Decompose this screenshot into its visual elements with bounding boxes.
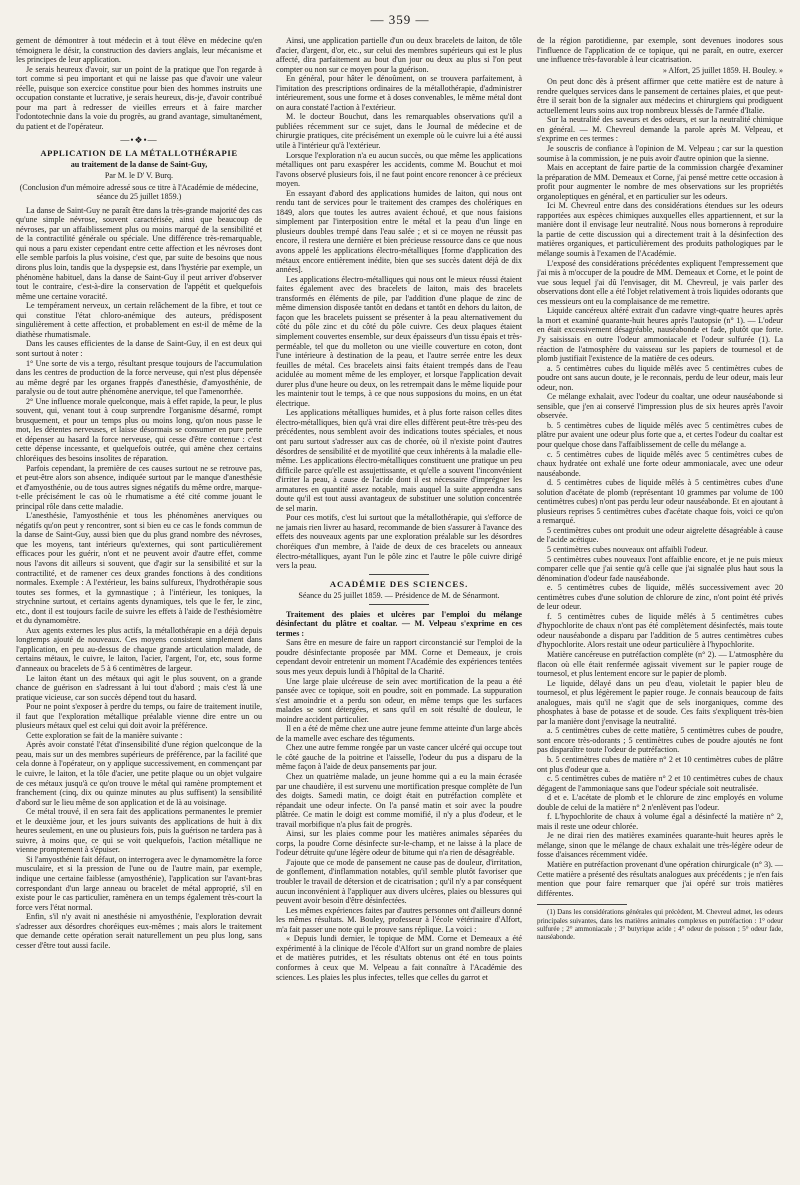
paragraph: Lorsque l'exploration n'a eu aucun succès, ou que même les applications métalliques ont paru exaspérer les accidents, comme M. Bouchut et moi l'avons observé plusieurs fois, il ne faut point encore renoncer à ce précieux moyen.	[276, 150, 522, 189]
paragraph: c. 5 centimètres cubes de matière n° 2 et 10 centimètres cubes de chaux dégagent de l'ammoniaque sans que l'odeur spéciale soit neutralisée.	[537, 774, 783, 793]
paragraph: Cette exploration se fait de la manière suivante :	[26, 730, 183, 740]
paragraph: 5 centimètres cubes nouveaux l'ont affaiblie encore, et je ne puis mieux comparer celle que j'ai sentie qu'à celle que j'ai signalée plus haut sous la dénomination d'odeur fade nauséabonde.	[537, 554, 783, 583]
paragraph: Mais en acceptant de faire partie de la commission chargée d'examiner la préparation de MM. Demeaux et Corne, j'ai pensé mettre cette occasion à profit pour augmenter le nombre de mes observations sur les propriétés organoleptiques en général, et en particulier sur les odeurs.	[537, 163, 783, 201]
paragraph: Le laiton étant un des métaux qui agit le plus souvent, on a grande chance de guérison en s'adressant à lui tout d'abord ; mais c'est là une pratique vicieuse, car son succès dépend tout du hasard.	[16, 673, 262, 702]
paragraph: Aux agents externes les plus actifs, la métallothérapie en a déjà depuis longtemps ajouté de nouveaux. Ces moyens consistent simplement dans l'application, en peu au-dessus de chaque grande articulation malade, de certains métaux, le cuivre, le laiton, l'acier, l'argent, l'or, etc, sous forme d'anneaux ou bracelets de 5 à 6 centimètres de largeur.	[16, 625, 262, 673]
paragraph: Sans être en mesure de faire un rapport circonstancié sur l'emploi de la poudre désinfectante proposée par MM. Corne et Demeaux, je crois cependant devoir entretenir un moment l'Académie des expériences tentées sous mes yeux depuis lundi à l'hôpital de la Charité.	[276, 638, 522, 676]
paragraph: Matière en putréfaction provenant d'une opération chirurgicale (n° 3). — Cette matière a présenté des résultats analogues aux précédents ; je n'en fais mention que pour faire remarquer que j'ai opéré sur trois matières différentes.	[537, 860, 783, 898]
paragraph: Pour ne point s'exposer à perdre du temps, ou faire de traitement inutile, il faut que l'exploration métallique préalable vienne dire entre un ou plusieurs métaux quel est celui qui doit avoir la préférence.	[16, 702, 262, 731]
article-continuation	[276, 36, 522, 571]
paragraph: La danse de Saint-Guy ne paraît être dans la très-grande majorité des cas qu'une simple névrose, souvent caractérisée, ainsi que beaucoup de névroses, par un affaiblissement plus ou moins marqué de la sensibilité et de la contractilité générale ou spéciale. Une différence très-remarquable, qui nous a paru exister cependant entre cette affection et les névroses dont elle semble parfois la plus voisine, c'est que, par suite de besoins que nous dirons plus loin, tandis que la dyspepsie est, dans l'hystérie par exemple, un phénomène habituel, dans la danse de Saint-Guy il peut arriver d'observer tout le contraire, c'est-à-dire la conservation de l'appétit et quelquefois même une certaine voracité.	[16, 205, 262, 301]
section-title: ACADÉMIE DES SCIENCES.	[329, 578, 469, 589]
article-subtitle: au traitement de la danse de Saint-Guy,	[70, 159, 208, 169]
paragraph: d. 5 centimètres cubes de liquide mêlés à 5 centimètres cubes d'une solution d'acétate de plomb (représentant 10 grammes par volume de 100 centimètres cubes) n'ont pas perdu leur odeur nauséabonde. Et en ajoutant à plusieurs reprises 5 centimètres cubes d'acétate chaque fois, voici ce qu'on a remarqué.	[537, 478, 783, 526]
paragraph: Je souscris de confiance à l'opinion de M. Velpeau ; car sur la question soumise à la commission, je ne puis avoir d'autre opinion que la sienne.	[537, 144, 783, 163]
paragraph: Je ne dirai rien des matières examinées quarante-huit heures après le mélange, sinon que le mélange de chaux exhalait une très-légère odeur de fosse d'aisances récemment vidée.	[537, 831, 783, 860]
paragraph: Ce mélange exhalait, avec l'odeur du coaltar, une odeur nauséabonde si sensible, que j'en ai conservé l'impression plus de six heures après l'avoir observée.	[537, 392, 783, 421]
paragraph: Matière cancéreuse en putréfaction complète (n° 2). — L'atmosphère du flacon où elle était renfermée agissait vivement sur le papier rouge de tournesol, et plus lentement encore sur le papier de plomb.	[537, 650, 783, 679]
paragraph: En essayant d'abord des applications humides de laiton, qui nous ont rendu tant de services pour le traitement des crampes des cholériques en 1849, alors que toutes les autres avaient échoué, et que nous faisions simplement par l'interposition entre le métal et la peau d'un linge en plusieurs doubles trempé dans l'eau salée ; et si ce moyen ne réussit pas encore, il restera une dernière et bien précieuse ressource dans ce que nous avons appelé les applications électro-métalliques [forme d'application des métaux encore entièrement inédite, bien que ses succès datent déjà de dix années].	[276, 188, 522, 275]
paragraph: 5 centimètres cubes nouveaux ont affaibli l'odeur.	[547, 544, 708, 554]
paragraph: « Depuis lundi dernier, le topique de MM. Corne et Demeaux a été expérimenté à la clinique de l'école d'Alfort sur un grand nombre de plaies et de matières putrides, et les résultats obtenus ont été en tous points conformes à ceux que M. Velpeau a fait connaître à l'Académie des sciences. Les plaies les plus infectes, telles que celles du garrot et	[276, 934, 522, 982]
paragraph: Après avoir constaté l'état d'insensibilité d'une région quelconque de la peau, mais sur un des membres supérieurs de préférence, par la facilité que cela donne à l'opérateur, on y applique successivement, en commençant par le cuivre, le laiton, et la tôle d'acier, une petite plaque ou un objet vulgaire de ces métaux jusqu'à ce qu'on trouve le métal qui ramène promptement et franchement (cinq, dix ou quinze minutes au plus suffisent) la sensibilité d'abord sur le lieu même de son application et de là au voisinage.	[16, 740, 262, 807]
article-body	[16, 206, 262, 951]
paragraph: Les applications métalliques humides, et à plus forte raison celles dites électro-métalliques, bien qu'à vrai dire elles diffèrent peut-être très-peu des précédentes, nous semblent avoir des indications toutes spéciales, et nous ont paru surtout s'adresser aux cas de chorée, où il n'existe point d'autres désordres de sensibilité et de myotilité que ceux inhérents à la maladie elle-même. Les applications électro-métalliques constituent une pratique un peu difficile parce qu'elle est assujettissante, et qu'elle a souvent l'inconvénient d'irriter la peau, à cause de l'acide dont il est nécessaire d'imprégner les armatures en quantité assez notable, mais auquel la suite apprendra sans doute qu'il est tout aussi avantageux de substituer une solution concentrée de sel marin.	[276, 408, 522, 513]
paragraph: Chez un quatrième malade, un jeune homme qui a eu la main écrasée par une chaudière, il est survenu une mortification presque complète de l'un des doigts. Samedi matin, ce doigt était en putréfaction complète et répandait une odeur infecte. On l'a pansé matin et soir avec la poudre plâtrée. Ce matin le doigt est comme momifié, il n'y a plus d'odeur, et le travail morbifique n'a plus fait de progrès.	[276, 772, 522, 829]
paragraph: Une large plaie ulcéreuse de sein avec mortification de la peau a été pansée avec ce topique, soit en poudre, soit en pommade. La suppuration s'est amoindrie et a perdu son odeur, en même temps que les surfaces malades se sont détergées, et sans qu'il en soit résulté de douleur, le moindre accident particulier.	[276, 676, 522, 724]
signature-line: » Alfort, 25 juillet 1859. H. Bouley. »	[662, 65, 783, 75]
footnote: (1) Dans les considérations générales qui précèdent, M. Chevreul admet, les odeurs principales suivantes, dans les matières animales complexes en putréfaction : 1° odeur sulfurée ; 2° ammoniacale ; 3° butyrique acide ; 4° odeur de poisson ; 5° odeur fade, nauséabonde.	[537, 908, 783, 942]
paragraph: M. le docteur Bouchut, dans les remarquables observations qu'il a publiées récemment sur ce sujet, dans le Journal de médecine et de chirurgie pratiques, cite précisément un exemple où le cuivre lui a été aussi utile à l'intérieur qu'à l'extérieur.	[276, 112, 522, 151]
paragraph: a. 5 centimètres cubes du liquide mêlés avec 5 centimètres cubes de poudre ont sans aucun doute, je le reconnais, perdu de leur odeur, mais leur odeur, non.	[537, 363, 783, 392]
paragraph: J'ajoute que ce mode de pansement ne cause pas de douleur, d'irritation, de gonflement, d'inflammation notables, qu'il semble plutôt favoriser que troubler le travail de détersion et de cicatrisation ; qu'il n'y a par conséquent aucun inconvénient à l'appliquer aux divers ulcères, plaies ou blessures qui peuvent avoir besoin d'être désinfectées.	[276, 857, 522, 906]
paragraph: Le liquide, délayé dans un peu d'eau, violetait le papier bleu de tournesol, et plus légèrement le papier rouge. Je connais beaucoup de faits analogues, mais qu'il ne s'agit que de sels inorganiques, comme des phosphates à base de potasse et de soude. Ces faits s'expliquent très-bien par la manière dont j'envisage la neutralité.	[537, 678, 783, 726]
paragraph: Il en a été de même chez une autre jeune femme atteinte d'un large abcès de la mamelle avec eschare des téguments.	[276, 724, 522, 743]
paragraph: de la région parotidienne, par exemple, sont devenues inodores sous l'influence de l'application de ce topique, qui ne paraît, en outre, exercer une influence très-favorable à leur cicatrisation.	[537, 36, 783, 65]
article-note: (Conclusion d'un mémoire adressé sous ce titre à l'Académie de médecine, séance du 25 juillet 1859.)	[19, 182, 259, 202]
paragraph: Les applications électro-métalliques qui nous ont le mieux réussi étaient faites également avec des bracelets de laiton, mais des bracelets transformés en éléments de pile, par l'addition d'une plaque de zinc de même dimension disposée tantôt en dedans et tantôt en dehors du laiton, de façon que les bracelets puissent se présenter à la peau alternativement du côté du pôle zinc et du côté du pôle cuivre. Ces deux plaques étaient simplement couvertes ensemble, sur deux épaisseurs d'un tissu épais et très-perméable, tel que du molleton ou une vieille couverture en coton, dont l'une intérieure à destination de la peau, et l'autre serrée entre les deux feuilles de métal. Ces bracelets ainsi faits étaient trempés dans de l'eau acidulée au moment même de les employer, et lorsque l'application devait durer plus d'une heure ou deux, on les retrempait dans le même liquide pour les maintenir tout le temps, à ce que nous supposions du moins, en un état électrique.	[276, 274, 522, 408]
paragraph: Dans les causes efficientes de la danse de Saint-Guy, il en est deux qui sont surtout à noter :	[16, 339, 262, 358]
paragraph: Ainsi, sur les plaies comme pour les matières animales séparées du corps, la poudre Corne désinfecte sur-le-champ, et ne laisse à la place de l'odeur détruite qu'une légère odeur de bitume qui n'a rien de désagréable.	[276, 829, 522, 858]
paragraph: Parfois cependant, la première de ces causes surtout ne se retrouve pas, et peut-être alors son absence, indiquée surtout par le manque d'anesthésie et d'amyosthénie, ou de tous autres signes négatifs du même ordre, marque-t-elle précisément le cas où le rhumatisme a été cité comme jouant le principal rôle dans cette maladie.	[16, 463, 262, 511]
divider	[369, 574, 429, 575]
paragraph: On peut donc dès à présent affirmer que cette matière est de nature à rendre quelques services dans le pansement de certaines plaies, et que peut-être il serait bon de la signaler aux médecins et chirurgiens qui prodiguent actuellement leurs soins aux trop nombreux blessés de l'armée d'Italie.	[537, 77, 783, 115]
paragraph: e. 5 centimètres cubes de liquide, mêlés successivement avec 20 centimètres cubes d'une solution de chlorure de zinc, n'ont point été privés de leur odeur.	[537, 583, 783, 612]
paragraph: c. 5 centimètres cubes de liquide mêlés avec 5 centimètres cubes de chaux hydratée ont exhalé une forte odeur ammoniacale, avec une odeur nauséabonde.	[537, 449, 783, 478]
ornament-separator: —•❖•—	[120, 135, 158, 146]
right-column	[537, 36, 783, 1181]
session-line: Séance du 25 juillet 1859. — Présidence de M. de Sénarmont.	[298, 591, 500, 601]
paragraph: b. 5 centimètres cubes de liquide mêlés avec 5 centimètres cubes de plâtre pur avaient une odeur plus forte que a, et certes l'odeur du coaltar est pour quelque chose dans l'affaiblissement de celle du mélange a.	[537, 420, 783, 449]
paragraph: Sur la neutralité des saveurs et des odeurs, et sur la neutralité chimique en général. — M. Chevreul demande la parole après M. Velpeau, et s'exprime en ces termes :	[537, 115, 783, 144]
paragraph: Enfin, s'il n'y avait ni anesthésie ni amyosthénie, l'exploration devrait s'adresser aux désordres choréiques eux-mêmes ; mais alors le traitement que demande cette opération serait naturellement un peu plus long, sans cesser d'être tout aussi facile.	[16, 912, 262, 950]
paragraph: f. 5 centimètres cubes de liquide mêlés à 5 centimètres cubes d'hypochlorite de chaux n'ont pas été complètement désinfectés, mais toute odeur nauséabonde a disparu par l'addition de 5 autres centimètres cubes d'hypochlorite. Alors restait une odeur particulière à l'hypochlorite.	[537, 611, 783, 650]
article-title: APPLICATION DE LA MÉTALLOTHÉRAPIE	[40, 148, 238, 159]
paragraph: 2° Une influence morale quelconque, mais à effet rapide, la peur, le plus souvent, qui, venant tout à coup surprendre l'organisme désarmé, rompt brusquement, et pour un temps plus ou moins long, qu'on nous passe le mot, les détentes nerveuses, et laisse désormais se consumer en pure perte et dépenser au hasard la force nerveuse, qui cesse d'être contenue : c'est cette dépense incessante, et quelquefois outrée, qui amène chez certains chloréiques des besoins insolites de réparation.	[16, 396, 262, 463]
paragraph: L'anesthésie, l'amyosthénie et tous les phénomènes anerviques ou négatifs qu'on peut y rencontrer, sont si bien eu ce cas le fonds commun de la danse de Saint-Guy, aussi bien que du plus grand nombre des névroses, que les moyens, tant intérieurs qu'externes, qui sont particulièrement efficaces pour les guérir, n'ont et ne peuvent avoir d'autre effet, comme nous l'avons dit ailleurs si souvent, que d'agir sur la sensibilité et sur la contractilité, et de ramener ces deux grandes fonctions à des conditions normales. Exemple : A l'extérieur, les bains sulfureux, l'hydrothérapie sous toutes ses formes, et la gymnastique ; à l'intérieur, les toniques, la strychnine surtout, et certains agents dynamiques, tels que le fer, le zinc, etc., dont il est toujours facile de suivre les effets à l'aide de l'esthésiomètre et du dynamomètre.	[16, 511, 262, 626]
paragraph: gement de démontrer à tout médecin et à tout élève en médecine qu'en témoignera le désir, la construction des daviers anglais, leur mécanisme et les principes de leur application.	[16, 36, 262, 65]
section-body	[537, 77, 783, 898]
paragraph: Liquide cancéreux altéré extrait d'un cadavre vingt-quatre heures après la mort et examiné quarante-huit heures après l'autopsie (n° 1). — L'odeur en était excessivement désagréable, nauséabonde et fade, plutôt que forte. J'y saisissais en outre l'odeur ammoniacale et l'odeur sulfurée (1). La réaction de l'atmosphère du vaisseau sur les papiers de tournesol et de plomb justifiait l'existence de la matière de ces odeurs.	[537, 306, 783, 364]
paragraph: Je serais heureux d'avoir, sur un point de la pratique que l'on regarde à tort comme si peu important et qui ne laisse pas que d'avoir une valeur réelle, puisque son exercice constitue pour bien des hommes instruits une occupation constante et lucrative, je serais heureux, dis-je, d'avoir contribué pour ma part à redresser de vieilles erreurs et à faire marcher l'odontotechnie dans la voie du progrès, au grand avantage, simultanément, du patient et de l'opérateur.	[16, 64, 262, 131]
divider	[369, 604, 429, 605]
paragraph: Ainsi, une application partielle d'un ou deux bracelets de laiton, de tôle d'acier, d'argent, d'or, etc., sur celui des membres supérieurs qui est le plus affecté, dira parfaitement au bout d'un jour ou deux au plus si l'on peut compter ou non sur ce moyen pour la guérison.	[276, 36, 522, 74]
paragraph: Ce métal trouvé, il en sera fait des applications permanentes le premier et le deuxième jour, et les jours suivants des applications de huit à dix heures seulement, en une ou plusieurs fois, puis la guérison ne tardera pas à suivre, à moins que, ce qui se voit quelquefois, l'action métallique ne vienne promptement à s'épuiser.	[16, 807, 262, 855]
paragraph: En général, pour hâter le dénoûment, on se trouvera parfaitement, à l'imitation des prescriptions ordinaires de la métallothérapie, d'administrer intérieurement, sous une forme et à doses convenables, le même métal dont on aura constaté l'action à l'extérieur.	[276, 74, 522, 112]
paragraph: 1° Une sorte de vis a tergo, résultant presque toujours de l'accumulation dans les centres de production de la force nerveuse, qui n'est plus dépensée au même degré par les organes frappés d'anesthésie, d'amyosthénie, de paralysie ou de tout autre phénomène anervique, tel que l'amenorrhée.	[16, 358, 262, 397]
paragraph: Ici M. Chevreul entre dans des considérations étendues sur les odeurs rapportées aux espèces chimiques auxquelles elles appartiennent, et sur la manière dont il envisage leur neutralité. Nous nous bornerons à reproduire la partie de cette discussion qui a directement trait à la désinfection des matières organiques, et particulièrement des produits pathologiques par le mélange soumis à l'examen de l'Académie.	[537, 201, 783, 259]
paragraph: a. 5 centimètres cubes de cette matière, 5 centimètres cubes de poudre, sont encore très-odorants ; 5 centimètres cubes de poudre ajoutés ne font pas disparaître toute l'odeur de putréfaction.	[537, 726, 783, 755]
paragraph: Les mêmes expériences faites par d'autres personnes ont d'ailleurs donné les mêmes résultats. M. Bouley, professeur à l'école vétérinaire d'Alfort, m'a fait passer une note qui le prouve sans réplique. La voici :	[276, 905, 522, 934]
paragraph: Si l'amyosthénie fait défaut, on interrogera avec le dynamomètre la force musculaire, et si la pression de l'une ou de l'autre main, par exemple, indique une certaine faiblesse (amyosthénie), l'application sur l'avant-bras correspondant d'un large anneau ou bracelet de métal approprié, s'il en existe pour le cas particulier, ramènera en un temps également très-court la force vers l'état normal.	[16, 854, 262, 912]
paragraph: b. 5 centimètres cubes de matière n° 2 et 10 centimètres cubes de plâtre ont plus d'odeur que a.	[537, 755, 783, 774]
paragraph: L'exposé des considérations précédentes expliquent l'empressement que j'ai mis à m'occuper de la poudre de MM. Demeaux et Corne, et le point de vue sous lequel j'ai dû l'envisager, dit M. Chevreul, je vais parler des observations dont elle a été l'objet relativement à trois liquides odorants que ces messieurs ont eu la complaisance de me remettre.	[537, 258, 783, 306]
lead-paragraph: Traitement des plaies et ulcères par l'emploi du mélange désinfectant du plâtre et coaltar. — M. Velpeau s'exprime en ces termes :	[276, 609, 522, 638]
footnote-rule	[537, 904, 627, 905]
paragraph: f. L'hypochlorite de chaux à volume égal a désinfecté la matière n° 2, mais il reste une odeur chlorée.	[537, 812, 783, 831]
middle-column	[276, 36, 522, 1181]
paragraph: d et e. L'acétate de plomb et le chlorure de zinc employés en volume double de celui de la matière n° 2 n'enlèvent pas l'odeur.	[537, 793, 783, 812]
page-number: — 359 —	[370, 12, 430, 27]
paragraph: 5 centimètres cubes ont produit une odeur aigrelette désagréable à cause de l'acide acétique.	[537, 525, 783, 545]
left-column	[16, 36, 262, 1181]
paragraph: Le tempérament nerveux, un certain relâchement de la fibre, et tout ce qui constitue l'état chloro-anémique des auteurs, prédisposent singulièrement à cette affection, et probablement en est-il de même de la diathèse rhumatismale.	[16, 301, 262, 339]
paragraph: Chez une autre femme rongée par un vaste cancer ulcéré qui occupe tout le côté gauche de la poitrine et l'aisselle, l'odeur du pus a disparu de la même façon à l'aide de deux pansements par jour.	[276, 743, 522, 772]
section-body	[276, 638, 522, 982]
article-author: Par M. le D' V. Burq.	[104, 171, 174, 181]
paragraph: Pour ces motifs, c'est lui surtout que la métallothérapie, qui s'efforce de ne jamais rien livrer au hasard, recommande de bien s'assurer à l'avance des effets des nouveaux agents par une exploration préalable sur les désordres choréiques d'un membre, à l'aide de deux de ces bracelets ou anneaux électro-métalliques, ayant l'un le pôle zinc et l'autre le pôle cuivre dirigé vers la peau.	[276, 513, 522, 571]
